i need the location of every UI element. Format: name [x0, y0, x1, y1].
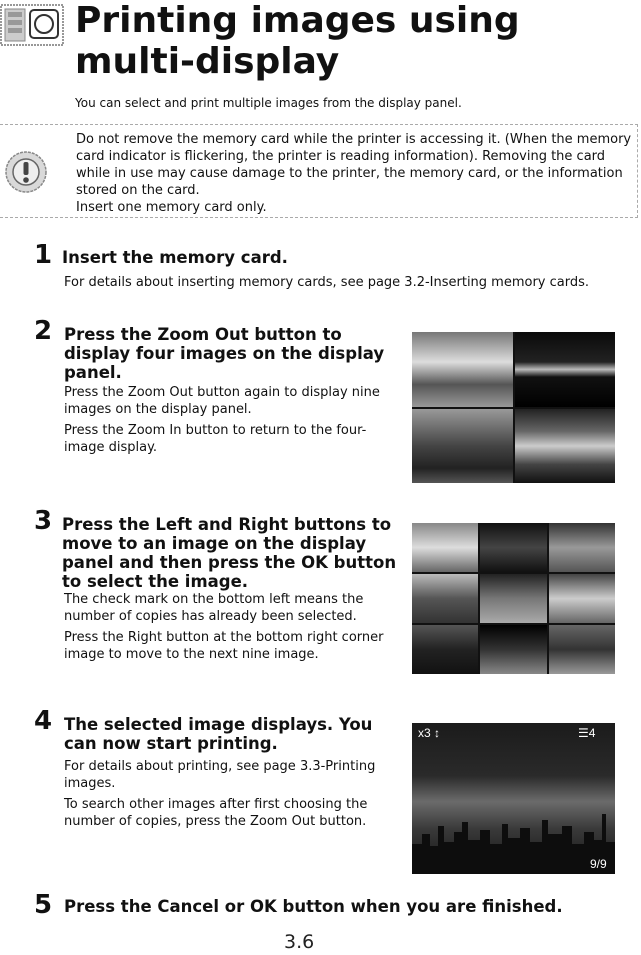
- step-number: 4: [34, 706, 53, 736]
- caution-icon: [4, 147, 48, 197]
- photo-thumbnail: [480, 574, 546, 623]
- step-heading: The selected image displays. You can now start printing.: [64, 715, 373, 753]
- city-skyline-photo: [412, 804, 615, 874]
- step-paragraph: Press the Zoom Out button again to display nine images on the display panel.: [64, 385, 380, 417]
- step-paragraph: Press the Right button at the bottom right corner image to move to the next nine image.: [64, 630, 384, 662]
- photo-thumbnail: [515, 332, 616, 407]
- step-heading: Press the Left and Right buttons to move to an image on the display panel and then press the OK button to select the image.: [62, 515, 397, 591]
- photo-thumbnail: [412, 409, 513, 484]
- step-paragraph: For details about inserting memory cards, see page 3.2-Inserting memory cards.: [64, 275, 590, 290]
- image-page-indicator: 9/9: [590, 857, 607, 871]
- step-paragraph: The check mark on the bottom left means the number of copies has already been selected.: [64, 592, 364, 624]
- print-count-value: 4: [588, 726, 596, 740]
- four-image-display: [412, 332, 615, 483]
- nine-image-display: [412, 523, 615, 674]
- photo-thumbnail: [549, 523, 615, 572]
- step-body: [64, 384, 389, 460]
- step-number: 3: [34, 506, 53, 536]
- photo-thumbnail: [412, 332, 513, 407]
- step-body: [64, 591, 389, 667]
- photo-thumbnail: [549, 625, 615, 674]
- photo-thumbnail: [412, 625, 478, 674]
- print-count-indicator: [578, 726, 595, 740]
- step-number: 5: [34, 890, 53, 920]
- step-paragraph: Press the Zoom In button to return to the four-image display.: [64, 423, 367, 455]
- photo-thumbnail: [549, 574, 615, 623]
- page-number: 3.6: [284, 931, 315, 953]
- photo-thumbnail: [480, 625, 546, 674]
- photo-thumbnail: [515, 409, 616, 484]
- caution-note: [0, 124, 638, 218]
- page-subtitle: You can select and print multiple images from the display panel.: [75, 96, 462, 110]
- photo-thumbnail: [412, 574, 478, 623]
- caution-line: Insert one memory card only.: [76, 200, 267, 215]
- caution-text: [76, 131, 636, 216]
- step-body: [64, 758, 389, 834]
- layers-icon: ☰: [578, 726, 589, 740]
- page-title: Printing images using multi-display: [75, 0, 520, 82]
- photo-thumbnail: [412, 523, 478, 572]
- step-heading: Press the Zoom Out button to display four images on the display panel.: [64, 325, 385, 382]
- multi-display-icon: [0, 2, 66, 48]
- caution-line: Do not remove the memory card while the printer is accessing it. (When the memory card indicator is flickering, the printer is reading information). Removing the card while in use may cause damage to the printer, the memory card, or the information stored on the card.: [76, 132, 632, 198]
- single-image-display: [412, 723, 615, 874]
- step-body: [64, 274, 624, 295]
- copies-indicator: x3 ↕: [418, 726, 441, 740]
- step-number: 1: [34, 240, 53, 270]
- step-heading: Press the Cancel or OK button when you are finished.: [64, 897, 563, 916]
- photo-thumbnail: [480, 523, 546, 572]
- step-heading: Insert the memory card.: [62, 248, 288, 267]
- step-paragraph: To search other images after first choosing the number of copies, press the Zoom Out button.: [64, 797, 368, 829]
- step-number: 2: [34, 316, 53, 346]
- step-paragraph: For details about printing, see page 3.3-Printing images.: [64, 759, 376, 791]
